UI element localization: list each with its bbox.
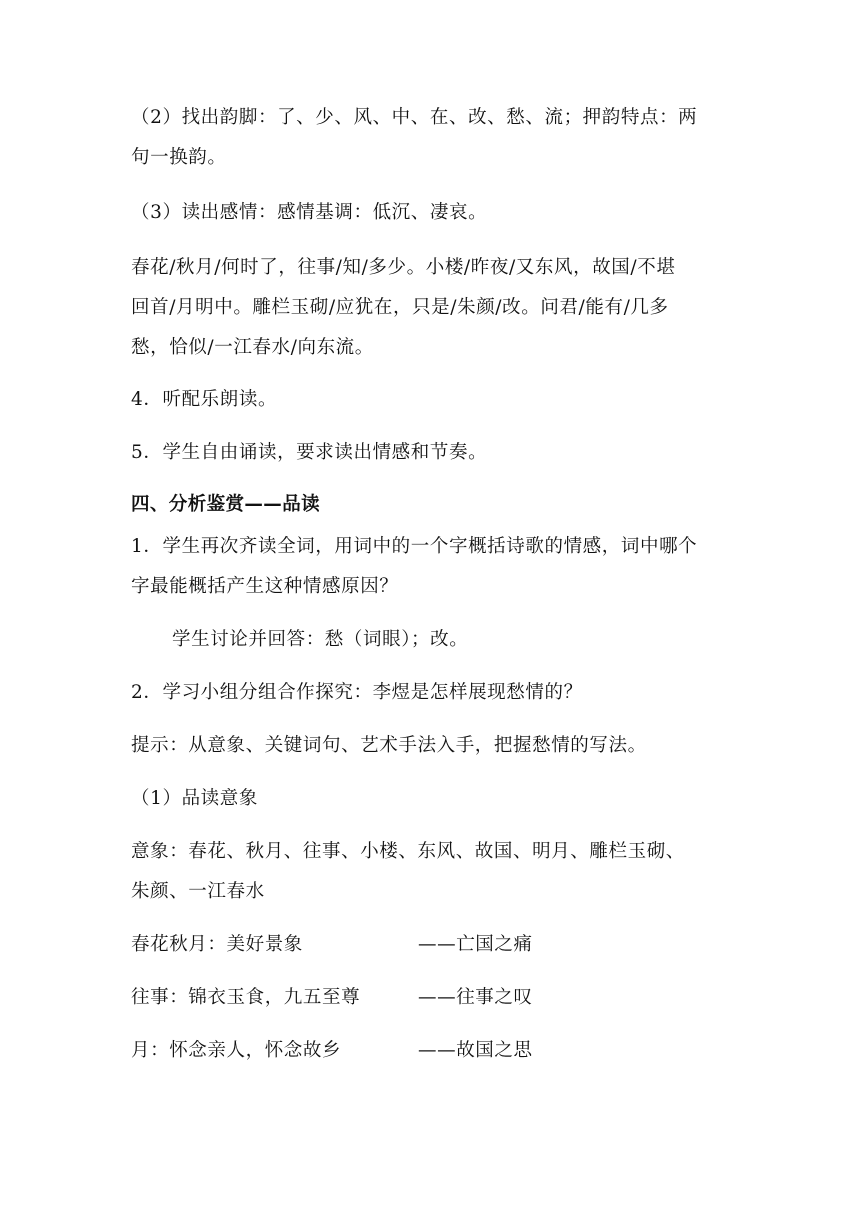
imagery-pair-right: ——故国之思	[418, 1040, 533, 1061]
step-4-line: 4．听配乐朗读。	[131, 389, 278, 410]
poem-rhythm-line-1: 春花/秋月/何时了，往事/知/多少。小楼/昨夜/又东风，故国/不堪	[131, 257, 676, 278]
question-1-line-2: 字最能概括产生这种情感原因？	[131, 576, 399, 597]
imagery-pair-left: 春花秋月：美好景象	[131, 934, 303, 955]
imagery-pair-left: 月：怀念亲人，怀念故乡	[131, 1040, 342, 1061]
imagery-subheading: （1）品读意象	[131, 788, 258, 809]
question-2-line: 2．学习小组分组合作探究：李煜是怎样展现愁情的？	[131, 682, 583, 703]
imagery-pair-right: ——亡国之痛	[418, 934, 533, 955]
step-5-line: 5．学生自由诵读，要求读出情感和节奏。	[131, 442, 488, 463]
rhyme-analysis-line-1: （2）找出韵脚：了、少、风、中、在、改、愁、流；押韵特点：两	[131, 107, 698, 128]
rhyme-analysis-line-2: 句一换韵。	[131, 147, 227, 168]
section-heading: 四、分析鉴赏——品读	[131, 494, 321, 515]
hint-line: 提示：从意象、关键词句、艺术手法入手，把握愁情的写法。	[131, 735, 647, 756]
emotion-reading-line: （3）读出感情：感情基调：低沉、凄哀。	[131, 202, 488, 223]
poem-rhythm-line-2: 回首/月明中。雕栏玉砌/应犹在，只是/朱颜/改。问君/能有/几多	[131, 297, 669, 318]
imagery-list-line-2: 朱颜、一江春水	[131, 881, 265, 902]
question-1-line-1: 1．学生再次齐读全词，用词中的一个字概括诗歌的情感，词中哪个	[131, 536, 698, 557]
imagery-pair-left: 往事：锦衣玉食，九五至尊	[131, 987, 361, 1008]
imagery-pair-right: ——往事之叹	[418, 987, 533, 1008]
imagery-list-line-1: 意象：春花、秋月、往事、小楼、东风、故国、明月、雕栏玉砌、	[131, 841, 685, 862]
student-answer-line: 学生讨论并回答：愁（词眼）；改。	[172, 629, 469, 650]
poem-rhythm-line-3: 愁，恰似/一江春水/向东流。	[131, 337, 374, 358]
